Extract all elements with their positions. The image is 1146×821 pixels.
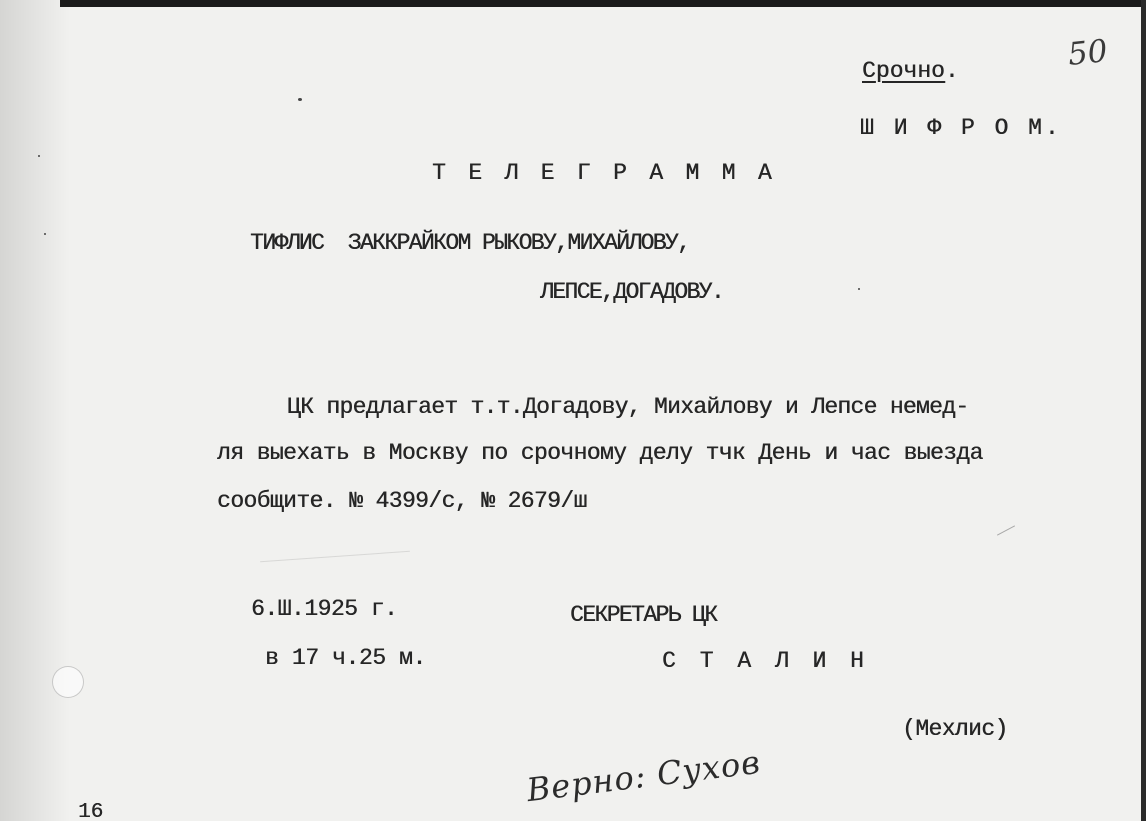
- address-line-2: ЛЕПСЕ,ДОГАДОВУ.: [540, 279, 724, 305]
- scan-shading: [0, 0, 70, 821]
- page-mark: 16: [78, 801, 104, 821]
- address-line-1: ТИФЛИС ЗАККРАЙКОМ РЫКОВУ,МИХАЙЛОВУ,: [250, 230, 690, 256]
- clerk-name: (Мехлис): [902, 716, 1008, 742]
- paper-scratch: [997, 525, 1015, 535]
- signature-position: СЕКРЕТАРЬ ЦК: [570, 602, 717, 628]
- transmission-mode: Ш И Ф Р О М.: [860, 115, 1062, 141]
- ink-speck: [38, 155, 40, 157]
- scan-top-edge: [60, 0, 1146, 7]
- dispatch-date: 6.Ш.1925 г.: [251, 596, 398, 622]
- body-line-2: ля выехать в Москву по срочному делу тчк День и час выезда: [217, 440, 983, 466]
- punch-hole: [52, 666, 84, 698]
- folio-number: 50: [1066, 33, 1110, 73]
- body-line-3: сообщите. № 4399/с, № 2679/ш: [217, 488, 587, 514]
- scan-right-edge: [1141, 0, 1146, 821]
- body-line-1: ЦК предлагает т.т.Догадову, Михайлову и Лепсе немед-: [287, 394, 969, 420]
- urgency-mark: [862, 60, 959, 83]
- ink-speck: [44, 233, 46, 235]
- paper-scratch: [260, 551, 410, 562]
- ink-speck: [298, 98, 302, 101]
- signature-name: С Т А Л И Н: [662, 648, 869, 674]
- document-title: Т Е Л Е Г Р А М М А: [432, 160, 776, 186]
- certification-handwriting: Верно: Сухов: [524, 742, 763, 810]
- dispatch-time: в 17 ч.25 м.: [265, 645, 426, 671]
- urgency-period: .: [944, 58, 959, 84]
- ink-speck: [858, 288, 860, 290]
- urgency-text: Срочно: [862, 58, 945, 84]
